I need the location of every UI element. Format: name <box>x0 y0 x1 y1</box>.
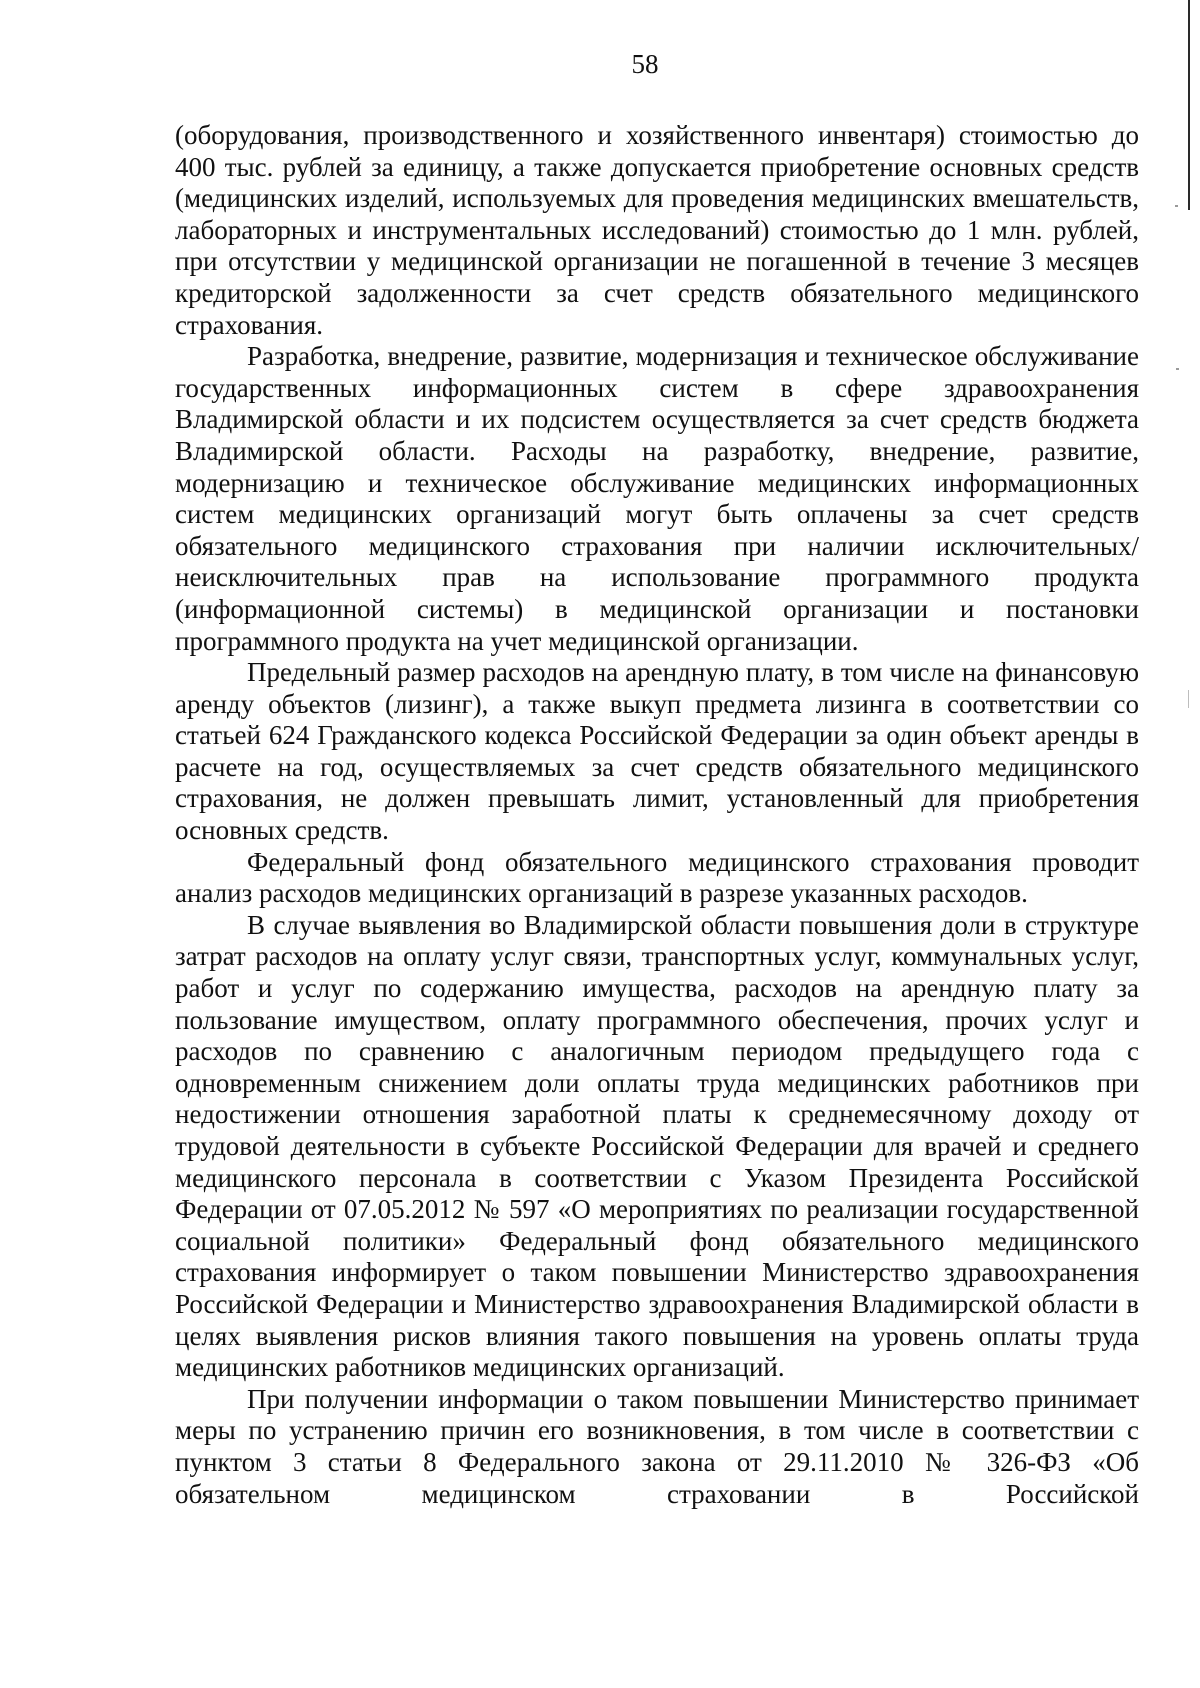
paragraph-information-systems: Разработка, внедрение, развитие, модернизация и техническое обслуживание государственных информационных систем в сфере здравоохранения Владимирской области и их подсистем осуществляется за счет средств бюджета Владимирской области. Расходы на разработку, внедрение, развитие, модернизацию и техническое обслуживание медицинских информационных систем медицинских организаций могут быть оплачены за счет средств обязательного медицинского страхования при наличии исключительных/неисключительных прав на использование программного продукта (информационной системы) в медицинской организации и постановки программного продукта на учет медицинской организации. <box>175 341 1139 656</box>
scan-edge-mark <box>1188 690 1189 708</box>
scan-speck <box>1176 368 1179 370</box>
paragraph-cost-structure: В случае выявления во Владимирской области повышения доли в структуре затрат расходов на оплату услуг связи, транспортных услуг, коммунальных услуг, работ и услуг по содержанию имущества, расходов на арендную плату за пользование имуществом, оплату программного обеспечения, прочих услуг и расходов по сравнению с аналогичным периодом предыдущего года с одновременным снижением доли оплаты труда медицинских работников при недостижении отношения заработной платы к среднемесячному доходу от трудовой деятельности в субъекте Российской Федерации для врачей и среднего медицинского персонала в соответствии с Указом Президента Российской Федерации от 07.05.2012 № 597 «О мероприятиях по реализации государственной социальной политики» Федеральный фонд обязательного медицинского страхования информирует о таком повышении Министерство здравоохранения Российской Федерации и Министерство здравоохранения Владимирской области в целях выявления рисков влияния такого повышения на уровень оплаты труда медицинских работников медицинских организаций. <box>175 909 1139 1383</box>
paragraph-rent-limit: Предельный размер расходов на арендную плату, в том числе на финансовую аренду объектов (лизинг), а также выкуп предмета лизинга в соответствии со статьей 624 Гражданского кодекса Российской Федерации за один объект аренды в расчете на год, осуществляемых за счет средств обязательного медицинского страхования, не должен превышать лимит, установленный для приобретения основных средств. <box>175 657 1139 846</box>
paragraph-ministry-measures: При получении информации о таком повышении Министерство принимает меры по устранению причин его возникновения, в том числе в соответствии с пунктом 3 статьи 8 Федерального закона от 29.11.2010 № 326-ФЗ «Об обязательном медицинском страховании в Российской <box>175 1383 1139 1509</box>
paragraph-fund-analysis: Федеральный фонд обязательного медицинского страхования проводит анализ расходов медицинских организаций в разрезе указанных расходов. <box>175 846 1139 909</box>
scan-edge-line <box>1188 0 1190 210</box>
page-number: 58 <box>631 49 659 79</box>
document-body <box>175 120 1139 1510</box>
scan-speck <box>1175 205 1178 207</box>
paragraph-continuation: (оборудования, производственного и хозяйственного инвентаря) стоимостью до 400 тыс. рублей за единицу, а также допускается приобретение основных средств (медицинских изделий, используемых для проведения медицинских вмешательств, лабораторных и инструментальных исследований) стоимостью до 1 млн. рублей, при отсутствии у медицинской организации не погашенной в течение 3 месяцев кредиторской задолженности за счет средств обязательного медицинского страхования. <box>175 120 1139 340</box>
